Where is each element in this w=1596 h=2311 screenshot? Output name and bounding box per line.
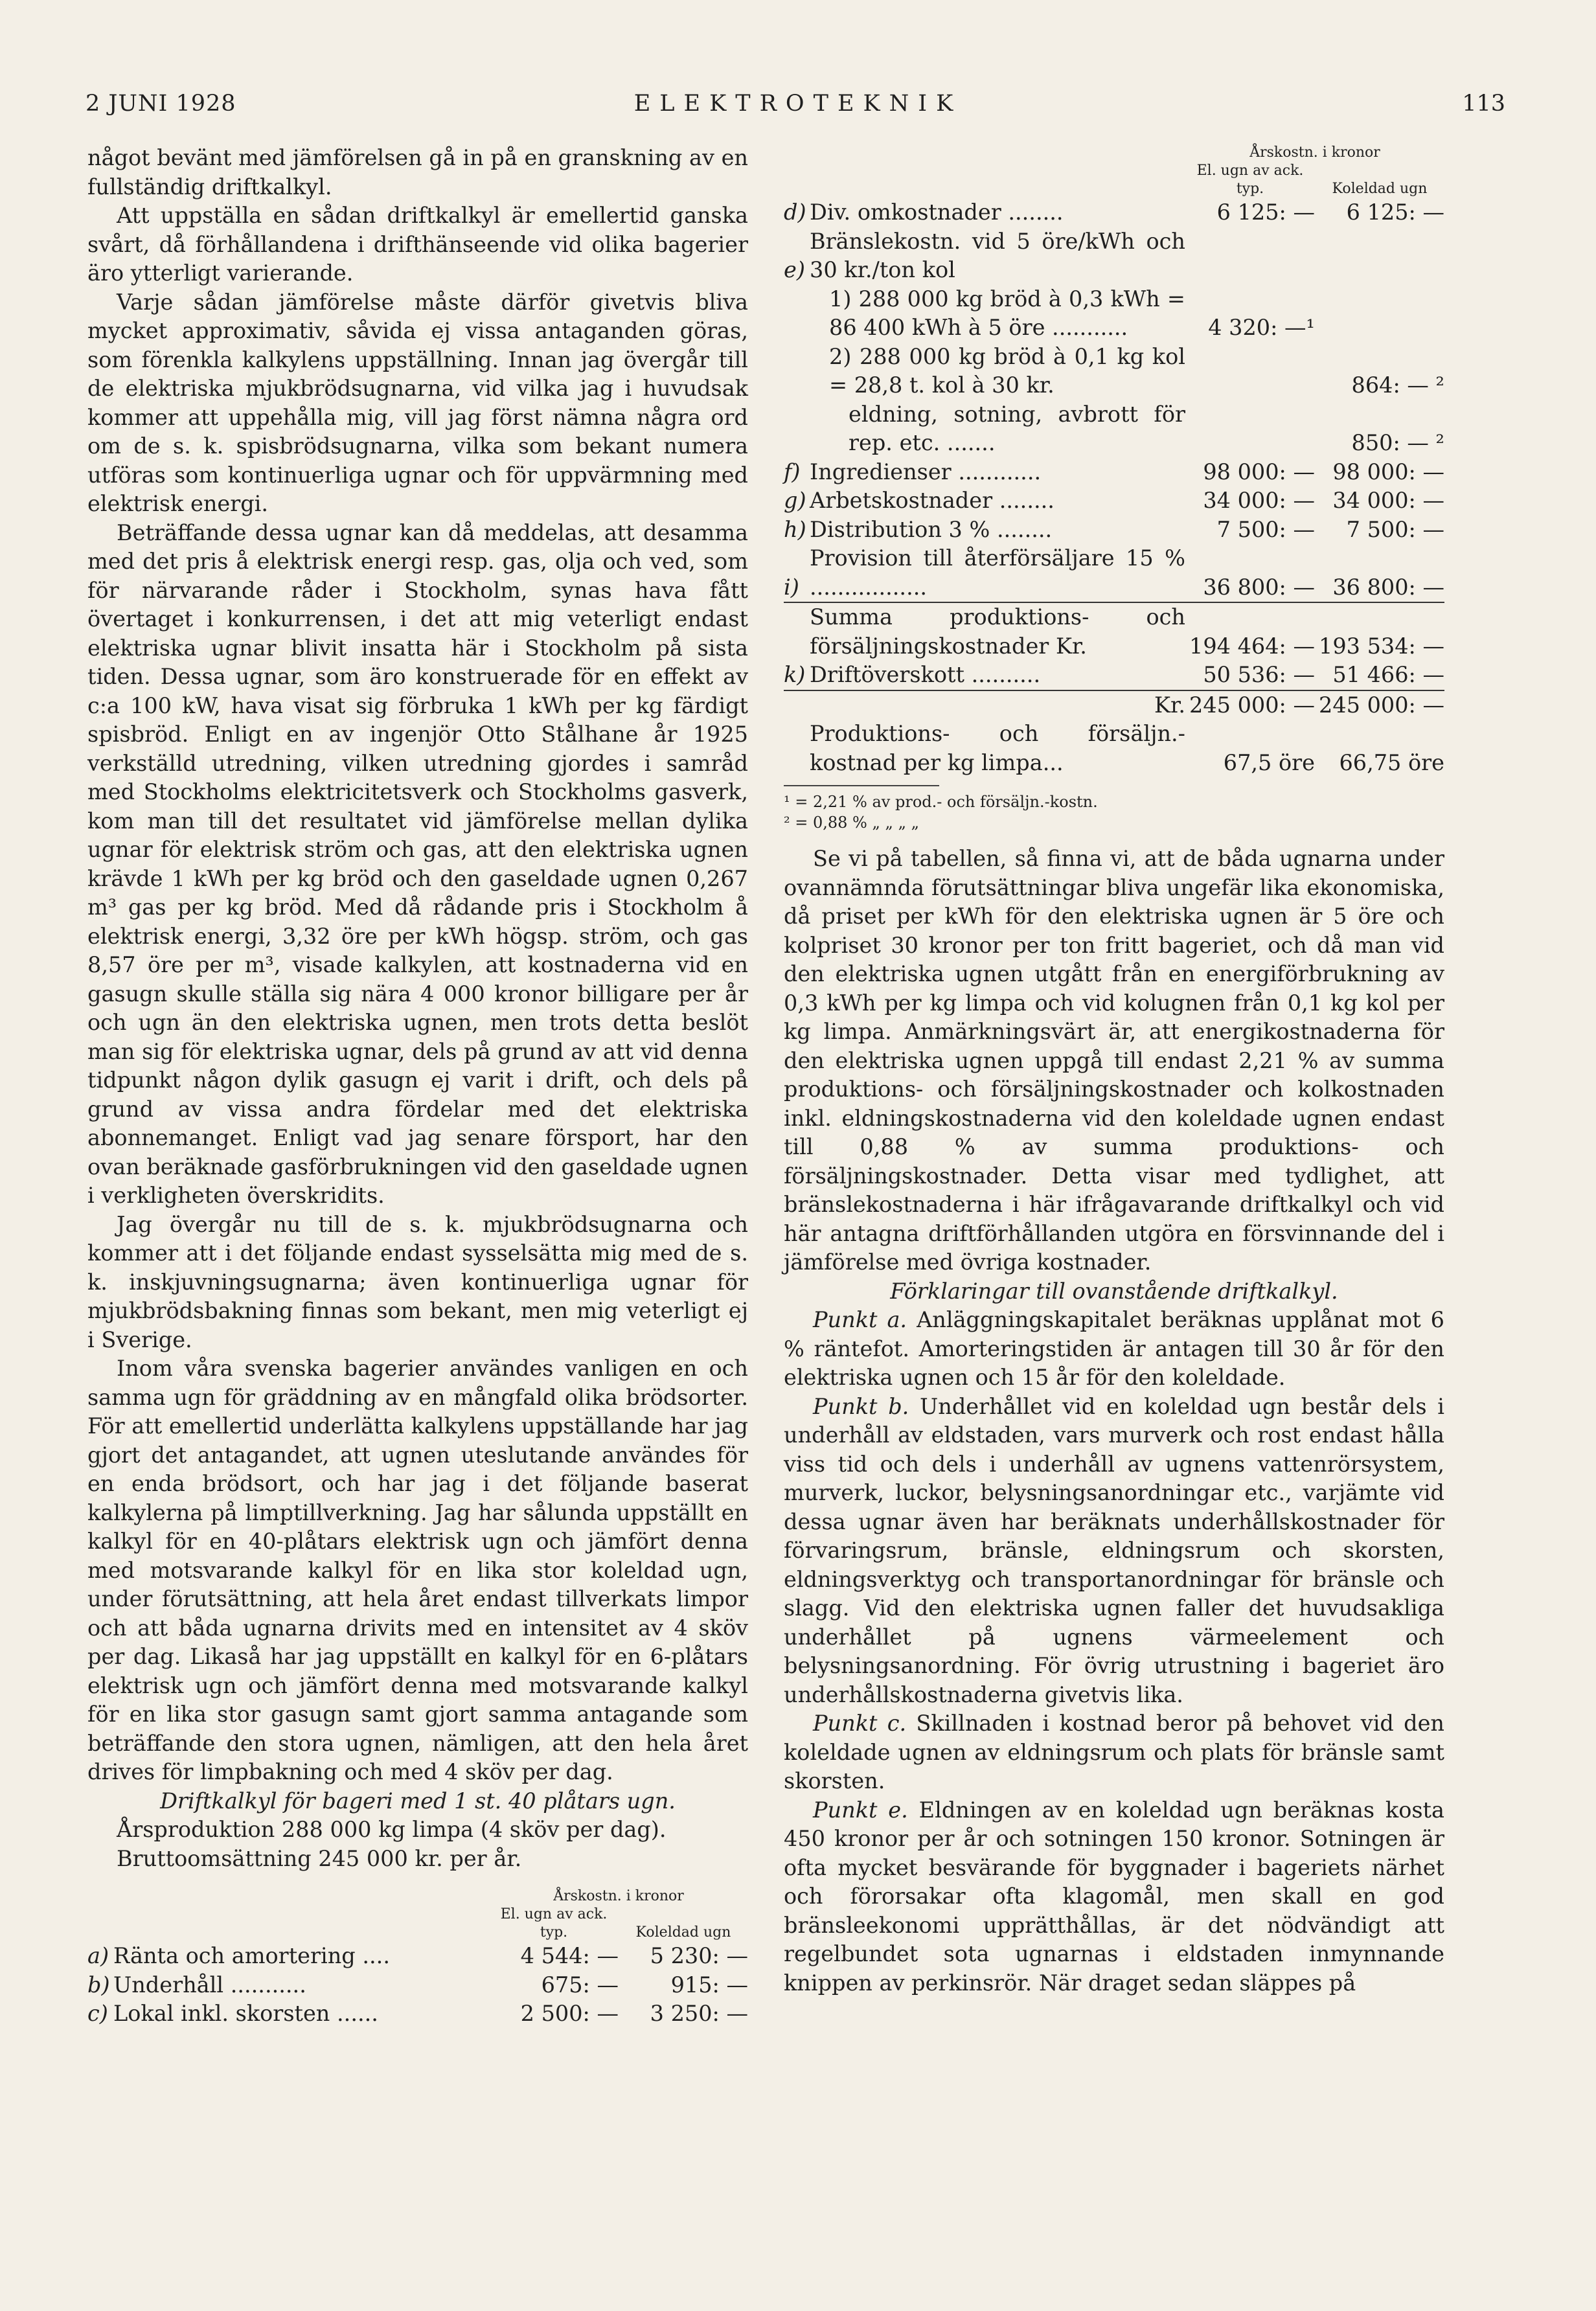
paragraph: Beträffande dessa ugnar kan då meddelas, att desamma med det pris å elektrisk energi resp. gas, olja och ved, som för närvarande råder i Stockholm, synas hava fått övertaget i konkurrensen, i det att mig veterligt endast elektriska ugnar blivit insatta här i Stockholm på sista tiden. Dessa ugnar, som äro konstruerade för en effekt av c:a 100 kW, hava visat sig förbruka 1 kWh per kg färdigt spisbröd. Enligt en av ingenjör Otto Stålhane år 1925 verkställd utredning, vilken utredning gjordes i samråd med Stockholms elektricitetsverk och Stockholms gasverk, kom man till det resultatet vid jämförelse mellan dylika ugnar för elektrisk ström och gas, att den elektriska ugnen krävde 1 kWh per kg bröd och den gaseldade ugnen 0,267 m³ gas per kg bröd. Med då rådande pris i Stockholm å elektrisk energi, 3,32 öre per kWh högsp. ström, och gas 8,57 öre per m³, visade kalkylen, att kostnaderna vid en gasugn skulle ställa sig nära 4 000 kronor billigare per år och ugn än den elektriska ugnen, men trots detta beslöt man sig för elektriska ugnar, dels på grund av att vid denna tidpunkt någon dylik gasugn ej varit i drift, och dels på grund av vissa andra fördelar med det elektriska abonnemanget. Enligt vad jag senare försport, har den ovan beräknade gasförbrukningen vid den gaseldade ugnen i verkligheten överskridits.: [87, 519, 748, 1208]
table-col-header: El. ugn av ack. typ.: [1196, 163, 1304, 197]
paragraph: Se vi på tabellen, så finna vi, att de båda ugnarna under ovannämnda förutsättningar bliva ungefär lika ekonomiska, då priset per kWh för den elektriska ugnen är 5 öre och kolpriset 30 kronor per ton fritt bageriet, och då man vid den elektriska ugnen utgått från en energiförbrukning av 0,3 kWh per kg limpa och vid kolugnen från 0,1 kg kol per kg limpa. Anmärkningsvärt är, att energikostnaderna för den elektriska ugnen uppgå till endast 2,21 % av summa produktions- och försäljningskostnader och kolkostnaden inkl. eldningskostnaderna vid den koleldade ugnen endast till 0,88 % av summa produktions- och försäljningskostnader. Detta visar med tydlighet, att bränslekostnaderna i här ifrågavarande driftkalkyl och vid här antagna driftförhållanden utgöra en försvinnande del i jämförelse med övriga kostnader.: [784, 846, 1444, 1275]
table-row: b) Underhåll ........... 675: — 915: —: [87, 1972, 748, 1998]
sum-row: Summa produktions- och försäljningskostnader Kr. 194 464: — 193 534: —: [784, 602, 1444, 661]
table-col-header: Koleldad ugn: [1332, 181, 1428, 197]
table-row: g) Arbetskostnader ........ 34 000: — 34 000: —: [784, 488, 1444, 513]
cost-table-part2: [784, 144, 1444, 777]
table-col-header: Koleldad ugn: [635, 1924, 731, 1941]
punkt-label: Punkt c.: [813, 1711, 907, 1736]
table-group-header: Årskostn. i kronor: [1249, 144, 1380, 161]
table-row: eldning, sotning, avbrott för rep. etc. ....... 850: — ²: [849, 401, 1444, 455]
calc-heading: Driftkalkyl för bageri med 1 st. 40 plåtars ugn.: [160, 1788, 676, 1814]
notes-heading: Förklaringar till ovanstående driftkalkyl.: [890, 1278, 1338, 1304]
table-row: f) Ingredienser ............ 98 000: — 98 000: —: [784, 459, 1444, 484]
punkt-c: Punkt c. Skillnaden i kostnad beror på behovet vid den koleldade ugnen av eldningsrum och plats för bränsle samt skorsten.: [784, 1711, 1444, 1793]
surplus-row: k) Driftöverskott .......... 50 536: — 51 466: —: [784, 662, 1444, 687]
footnote: ² = 0,88 % „ „ „ „: [784, 814, 920, 832]
punkt-label: Punkt b.: [813, 1393, 909, 1419]
table-row: 2) 288 000 kg bröd à 0,1 kg kol = 28,8 t. kol à 30 kr. 864: — ²: [829, 343, 1444, 398]
page-header: [78, 91, 1518, 130]
paragraph: Inom våra svenska bagerier användes vanligen en och samma ugn för gräddning av en mångfald olika brödsorter. För att emellertid underlätta kalkylens uppställande har jag gjort det antagandet, att ugnen uteslutande användes för en enda brödsort, och har jag i det följande baserat kalkylerna på limptillverkning. Jag har sålunda uppställt en kalkyl för en 40-plåtars elektrisk ugn och jämfört denna med motsvarande kalkyl för en lika stor koleldad ugn, under förutsättning, att hela året endast tillverkats limpor och att båda ugnarna drivits med en intensitet av 4 sköv per dag. Likaså har jag uppställt en kalkyl för en 6-plåtars elektrisk ugn och jämfört denna med motsvarande kalkyl för en lika stor gasugn samt gjort samma antagande som beträffande den stora ugnen, nämligen, att den hela året drives för limpbakning och med 4 sköv per dag.: [87, 1356, 748, 1784]
table-group-header: Årskostn. i kronor: [553, 1888, 684, 1904]
per-kg-row: Produktions- och försäljn.-kostnad per kg limpa... 67,5 öre 66,75 öre: [810, 721, 1444, 775]
table-row: i) Provision till återförsäljare 15 % ................. 36 800: — 36 800: —: [784, 545, 1444, 600]
turnover-line: Bruttoomsättning 245 000 kr. per år.: [117, 1845, 522, 1871]
table-row: d) Div. omkostnader ........ 6 125: — 6 125: —: [784, 199, 1444, 225]
total-row: Kr. 245 000: — 245 000: —: [784, 690, 1444, 720]
issue-date: 2 JUNI 1928: [86, 91, 236, 117]
table-row: h) Distribution 3 % ........ 7 500: — 7 500: —: [784, 516, 1444, 542]
paragraph: något bevänt med jämförelsen gå in på en granskning av en fullständig driftkalkyl.: [87, 145, 748, 199]
right-column: [784, 144, 1444, 1998]
left-column: [87, 144, 748, 2029]
table-col-header: El. ugn av ack. typ.: [500, 1906, 608, 1941]
punkt-b: Punkt b. Underhållet vid en koleldad ugn består dels i underhåll av eldstaden, vars murverk och rost endast hålla viss tid och dels i underhåll av ugnens vattenrörsystem, murverk, luckor, belysningsanordningar etc., varjämte vid dessa ugnar även har beräknats underhållskostnader för förvaringsrum, bränsle, eldningsrum och skorsten, eldningsverktyg och transportanordningar för bränsle och slagg. Vid den elektriska ugnen faller det huvudsakliga underhållet på ugnens värmeelement och belysningsanordning. För övrig utrustning i bageriet äro underhållskostnaderna givetvis lika.: [784, 1393, 1445, 1707]
production-line: Årsproduktion 288 000 kg limpa (4 sköv per dag).: [117, 1817, 667, 1842]
footnote: ¹ = 2,21 % av prod.- och försäljn.-kostn.: [784, 793, 1098, 811]
paragraph: Varje sådan jämförelse måste därför givetvis bliva mycket approximativ, såvida ej vissa antaganden göras, som förenkla kalkylens uppställning. Innan jag övergår till de elektriska mjukbrödsugnarna, vid vilka jag i huvudsak kommer att uppehålla mig, vill jag först nämna några ord om de s. k. spisbrödsugnarna, vilka som bekant numera utföras som kontinuerliga ugnar och för uppvärmning med elektrisk energi.: [87, 289, 748, 516]
punkt-label: Punkt a.: [813, 1307, 907, 1332]
paragraph: Jag övergår nu till de s. k. mjukbrödsugnarna och kommer att i det följande endast sysselsätta mig med de s. k. inskjuvningsugnarna; även kontinuerliga ugnar för mjukbrödsbakning finnas som bekant, men mig veterligt ej i Sverige.: [87, 1211, 748, 1352]
table-row: e) Bränslekostn. vid 5 öre/kWh och 30 kr./ton kol: [784, 228, 1185, 282]
table-row: a) Ränta och amortering .... 4 544: — 5 230: —: [87, 1943, 748, 1968]
table-row: c) Lokal inkl. skorsten ...... 2 500: — 3 250: —: [87, 2001, 748, 2026]
page-number: 113: [1462, 91, 1505, 117]
journal-title: ELEKTROTEKNIK: [633, 91, 963, 117]
punkt-label: Punkt e.: [813, 1797, 908, 1823]
punkt-a: Punkt a. Anläggningskapitalet beräknas upplånat mot 6 % räntefot. Amorteringstiden är antagen till 30 år för den elektriska ugnen och 15 år för den koleldade.: [784, 1307, 1444, 1390]
punkt-e: Punkt e. Eldningen av en koleldad ugn beräknas kosta 450 kronor per år och sotningen 150 kronor. Sotningen är ofta mycket besvärande för byggnader i bageriets närhet och förorsakar ofta klagomål, men skall en god bränsleekonomi upprätthållas, är det nödvändigt att regelbundet sota ugnarnas i eldstaden inmynnande knippen av perkinsrör. När draget sedan släppes på: [784, 1797, 1444, 1996]
cost-table-part1: [87, 1887, 748, 2029]
paragraph: Att uppställa en sådan driftkalkyl är emellertid ganska svårt, då förhållandena i drifthänseende vid olika bagerier äro ytterligt varierande.: [87, 203, 748, 286]
table-row: 1) 288 000 kg bröd à 0,3 kWh = 86 400 kWh à 5 öre ........... 4 320: —¹: [829, 286, 1315, 340]
footnote-divider: [784, 785, 939, 786]
